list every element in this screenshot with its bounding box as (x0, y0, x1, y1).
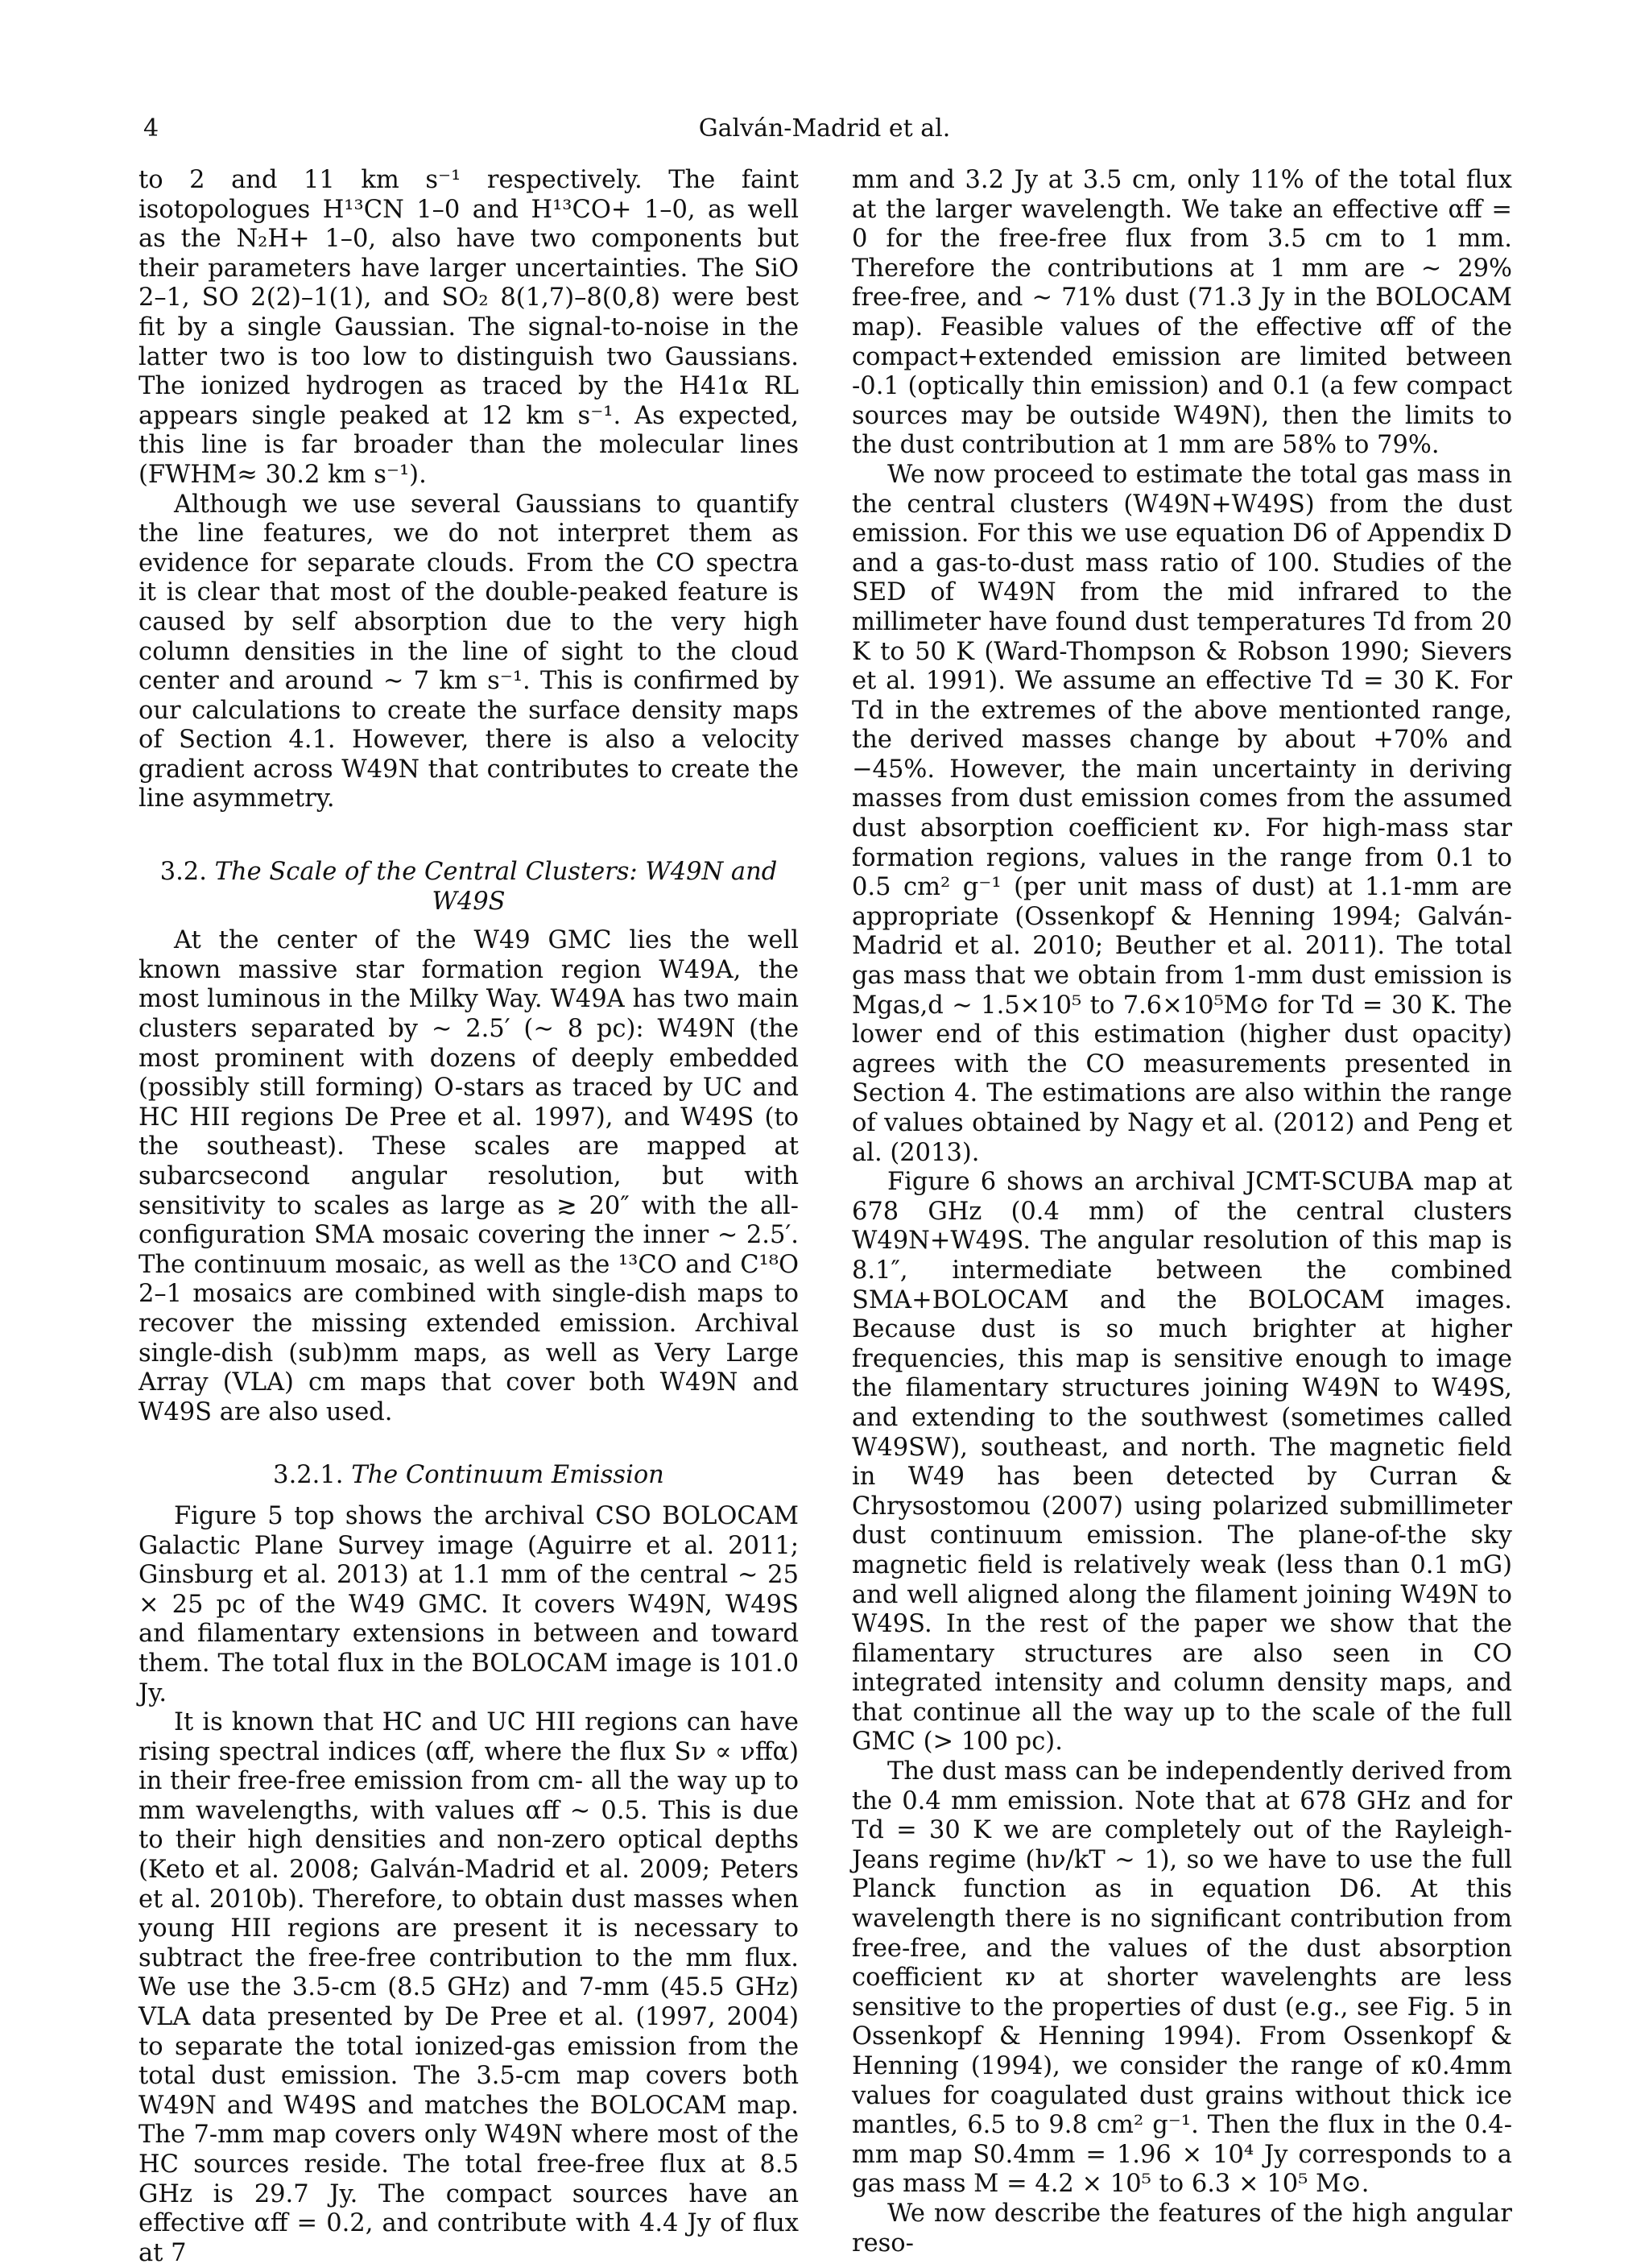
paragraph: At the center of the W49 GMC lies the well known massive star formation region W49A, the most luminous in the Milky Way. W49A has two main clusters separated by ∼ 2.5′ (∼ 8 pc): W49N (the most prominent with dozens of deeply embedded (possibly still forming) O-stars as traced by UC and HC HII regions De Pree et al. 1997), and W49S (to the southeast). These scales are mapped at subarcsecond angular resolution, but with sensitivity to scales as large as ≳ 20″ with the all-configuration SMA mosaic covering the inner ∼ 2.5′. The continuum mosaic, as well as the ¹³CO and C¹⁸O 2–1 mosaics are combined with single-dish maps to recover the missing extended emission. Archival single-dish (sub)mm maps, as well as Very Large Array (VLA) cm maps that cover both W49N and W49S are also used. (138, 926, 799, 1426)
paragraph: It is known that HC and UC HII regions can have rising spectral indices (αff, where the flux Sν ∝ νffα) in their free-free emission from cm- all the way up to mm wavelengths, with values αff ∼ 0.5. This is due to their high densities and non-zero optical depths (Keto et al. 2008; Galván-Madrid et al. 2009; Peters et al. 2010b). Therefore, to obtain dust masses when young HII regions are present it is necessary to subtract the free-free contribution to the mm flux. We use the 3.5-cm (8.5 GHz) and 7-mm (45.5 GHz) VLA data presented by De Pree et al. (1997, 2004) to separate the total ionized-gas emission from the total dust emission. The 3.5-cm map covers both W49N and W49S and matches the BOLOCAM map. The 7-mm map covers only W49N where most of the HC sources reside. The total free-free flux at 8.5 GHz is 29.7 Jy. The compact sources have an effective αff = 0.2, and contribute with 4.4 Jy of flux at 7 (138, 1708, 799, 2267)
page-number: 4 (143, 114, 159, 143)
paragraph: Figure 5 top shows the archival CSO BOLOCAM Galactic Plane Survey image (Aguirre et al. 2011; Ginsburg et al. 2013) at 1.1 mm of the central ∼ 25 × 25 pc of the W49 GMC. It covers W49N, W49S and filamentary extensions in between and toward them. The total flux in the BOLOCAM image is 101.0 Jy. (138, 1501, 799, 1707)
subsection-title: The Continuum Emission (351, 1461, 664, 1490)
paragraph: Figure 6 shows an archival JCMT-SCUBA map at 678 GHz (0.4 mm) of the central clusters W49N+W49S. The angular resolution of this map is 8.1″, intermediate between the combined SMA+BOLOCAM and the BOLOCAM images. Because dust is so much brighter at higher frequencies, this map is sensitive enough to image the filamentary structures joining W49N to W49S, and extending to the southwest (sometimes called W49SW), southeast, and north. The magnetic field in W49 has been detected by Curran & Chrysostomou (2007) using polarized submillimeter dust continuum emission. The plane-of-the sky magnetic field is relatively weak (less than 0.1 mG) and well aligned along the filament joining W49N to W49S. In the rest of the paper we show that the filamentary structures are also seen in CO integrated intensity and column density maps, and that continue all the way up to the scale of the full GMC (> 100 pc). (852, 1168, 1512, 1757)
section-number: 3.2. (159, 858, 207, 887)
section-heading-3-2 (138, 858, 799, 917)
right-column (852, 166, 1512, 2258)
subsection-number: 3.2.1. (273, 1461, 344, 1490)
paragraph: to 2 and 11 km s⁻¹ respectively. The faint isotopologues H¹³CN 1–0 and H¹³CO+ 1–0, as well as the N₂H+ 1–0, also have two components but their parameters have larger uncertainties. The SiO 2–1, SO 2(2)–1(1), and SO₂ 8(1,7)–8(0,8) were best fit by a single Gaussian. The signal-to-noise in the latter two is too low to distinguish two Gaussians. The ionized hydrogen as traced by the H41α RL appears single peaked at 12 km s⁻¹. As expected, this line is far broader than the molecular lines (FWHM≈ 30.2 km s⁻¹). (138, 166, 799, 489)
subsection-heading-3-2-1 (138, 1461, 799, 1491)
running-head: Galván-Madrid et al. (698, 114, 951, 143)
paragraph: Although we use several Gaussians to quantify the line features, we do not interpret them as evidence for separate clouds. From the CO spectra it is clear that most of the double-peaked feature is caused by self absorption due to the very high column densities in the line of sight to the cloud center and around ∼ 7 km s⁻¹. This is confirmed by our calculations to create the surface density maps of Section 4.1. However, there is also a velocity gradient across W49N that contributes to create the line asymmetry. (138, 490, 799, 813)
left-column (138, 166, 799, 2268)
paragraph: mm and 3.2 Jy at 3.5 cm, only 11% of the total flux at the larger wavelength. We take an effective αff = 0 for the free-free flux from 3.5 cm to 1 mm. Therefore the contributions at 1 mm are ∼ 29% free-free, and ∼ 71% dust (71.3 Jy in the BOLOCAM map). Feasible values of the effective αff of the compact+extended emission are limited between -0.1 (optically thin emission) and 0.1 (a few compact sources may be outside W49N), then the limits to the dust contribution at 1 mm are 58% to 79%. (852, 166, 1512, 460)
paragraph: The dust mass can be independently derived from the 0.4 mm emission. Note that at 678 GHz and for Td = 30 K we are completely out of the Rayleigh-Jeans regime (hν/kT ∼ 1), so we have to use the full Planck function as in equation D6. At this wavelength there is no significant contribution from free-free, and the values of the dust absorption coefficient κν at shorter wavelenghts are less sensitive to the properties of dust (e.g., see Fig. 5 in Ossenkopf & Henning 1994). From Ossenkopf & Henning (1994), we consider the range of κ0.4mm values for coagulated dust grains without thick ice mantles, 6.5 to 9.8 cm² g⁻¹. Then the flux in the 0.4-mm map S0.4mm = 1.96 × 10⁴ Jy corresponds to a gas mass M = 4.2 × 10⁵ to 6.3 × 10⁵ M⊙. (852, 1757, 1512, 2199)
section-title: The Scale of the Central Clusters: W49N and W49S (214, 858, 778, 916)
paragraph: We now describe the features of the high angular reso- (852, 2199, 1512, 2258)
paragraph: We now proceed to estimate the total gas mass in the central clusters (W49N+W49S) from the dust emission. For this we use equation D6 of Appendix D and a gas-to-dust mass ratio of 100. Studies of the SED of W49N from the mid infrared to the millimeter have found dust temperatures Td from 20 K to 50 K (Ward-Thompson & Robson 1990; Sievers et al. 1991). We assume an effective Td = 30 K. For Td in the extremes of the above mentionted range, the derived masses change by about +70% and −45%. However, the main uncertainty in deriving masses from dust emission comes from the assumed dust absorption coefficient κν. For high-mass star formation regions, values in the range from 0.1 to 0.5 cm² g⁻¹ (per unit mass of dust) at 1.1-mm are appropriate (Ossenkopf & Henning 1994; Galván-Madrid et al. 2010; Beuther et al. 2011). The total gas mass that we obtain from 1-mm dust emission is Mgas,d ∼ 1.5×10⁵ to 7.6×10⁵M⊙ for Td = 30 K. The lower end of this estimation (higher dust opacity) agrees with the CO measurements presented in Section 4. The estimations are also within the range of values obtained by Nagy et al. (2012) and Peng et al. (2013). (852, 460, 1512, 1167)
